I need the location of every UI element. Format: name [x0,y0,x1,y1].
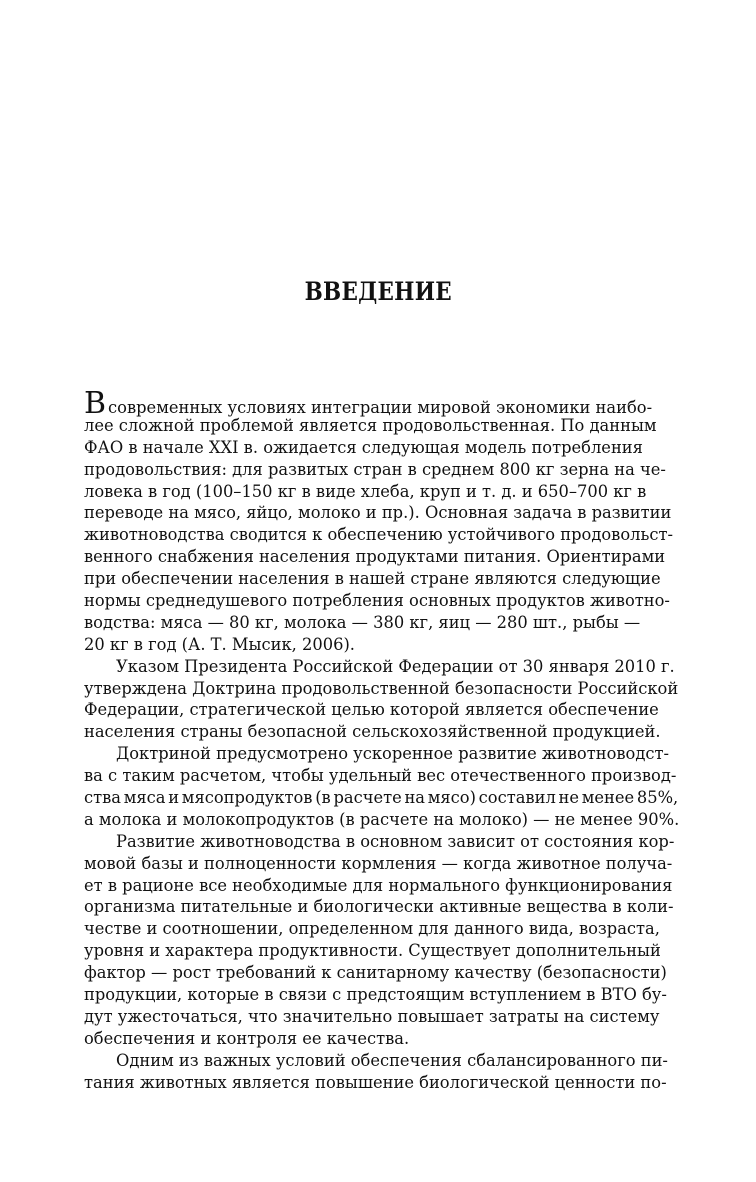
text-line: ет в рационе все необходимые для нормального функционирования [84,875,673,895]
text-line: организма питательные и биологически активные вещества в коли- [84,897,674,917]
text-line: продовольствия: для развитых стран в среднем 800 кг зерна на че- [84,459,666,479]
text-line: продукции, которые в связи с предстоящим вступлением в ВТО бу- [84,985,667,1005]
text-line: 20 кг в год (А. Т. Мысик, 2006). [84,634,355,654]
text-line: лее сложной проблемой является продовольственная. По данным [84,415,657,435]
text-line: обеспечения и контроля ее качества. [84,1028,410,1048]
text-line: нормы среднедушевого потребления основных продуктов животно- [84,591,670,611]
text-line: населения страны безопасной сельскохозяйственной продукцией. [84,722,661,742]
text-line: водства: мяса — 80 кг, молока — 380 кг, яиц — 280 шт., рыбы — [84,612,641,632]
text-line: ФАО в начале XXI в. ожидается следующая модель потребления [84,437,643,457]
text-line: животноводства сводится к обеспечению устойчивого продовольст- [84,525,673,545]
text-line: тания животных является повышение биологической ценности по- [84,1072,667,1092]
chapter-title: ВВЕДЕНИЕ [304,277,452,306]
text-line: уровня и характера продуктивности. Существует дополнительный [84,941,661,961]
paragraph-first-line: Указом Президента Российской Федерации от 30 января 2010 г. [116,656,675,676]
text-line: при обеспечении населения в нашей стране являются следующие [84,569,661,589]
text-line: утверждена Доктрина продовольственной безопасности Российской [84,678,679,698]
text-line: а молока и молокопродуктов (в расчете на молоко) — не менее 90%. [84,809,680,829]
text-line: фактор — рост требований к санитарному качеству (безопасности) [84,963,667,983]
drop-cap: В [84,386,107,421]
text-line: честве и соотношении, определенном для данного вида, возраста, [84,919,660,939]
text-line: ва с таким расчетом, чтобы удельный вес отечественного производ- [84,766,677,786]
paragraph-first-line: Доктриной предусмотрено ускоренное развитие животноводст- [116,744,669,764]
paragraph-first-line: Одним из важных условий обеспечения сбалансированного пи- [116,1050,668,1070]
text-line: Федерации, стратегической целью которой является обеспечение [84,700,659,720]
text-line: ловека в год (100–150 кг в виде хлеба, круп и т. д. и 650–700 кг в [84,481,647,501]
body-text [84,386,680,1094]
paragraph-first-line: Развитие животноводства в основном зависит от состояния кор- [116,831,675,851]
text-line: дут ужесточаться, что значительно повышает затраты на систему [84,1006,660,1026]
text-line: мовой базы и полноценности кормления — когда животное получа- [84,853,673,873]
text-line: ства мяса и мясопродуктов (в расчете на мясо) составил не менее 85%, [84,788,679,808]
text-line: венного снабжения населения продуктами питания. Ориентирами [84,547,666,567]
text-line: переводе на мясо, яйцо, молоко и пр.). Основная задача в развитии [84,503,672,523]
text-line: Всовременных условиях интеграции мировой экономики наибо- [84,386,653,421]
